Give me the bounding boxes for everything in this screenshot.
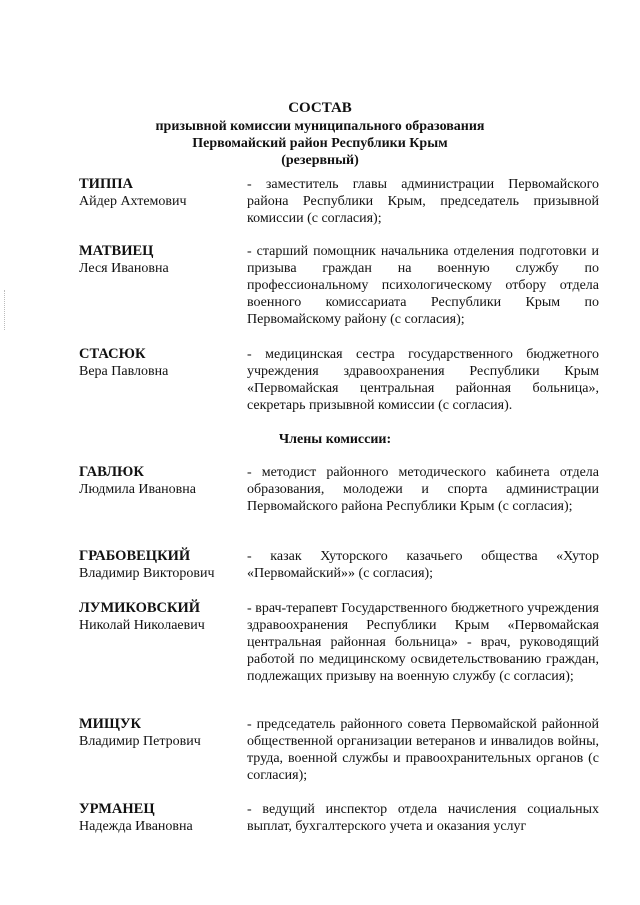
member-name	[79, 801, 244, 835]
member-surname: ГРАБОВЕЦКИЙ	[79, 548, 191, 564]
member-role: - врач-терапевт Государственного бюджетного учреждения здравоохранения Республики Крым «Первомайская центральная районная больница» - врач, руководящий работой по медицинскому освидетельствованию граждан, подлежащих призыву на военную службу (с согласия);	[247, 601, 599, 684]
member-given-name: Николай Николаевич	[79, 618, 205, 633]
header-line-reserve: (резервный)	[281, 153, 359, 168]
member-surname: УРМАНЕЦ	[79, 801, 155, 817]
member-surname: МАТВИЕЦ	[79, 243, 154, 259]
member-role: - методист районного методического кабинета отдела образования, молодежи и спорта администрации Первомайского района Республики Крым (с согласия);	[247, 465, 599, 514]
member-given-name: Владимир Петрович	[79, 734, 201, 749]
member-given-name: Айдер Ахтемович	[79, 194, 187, 209]
member-surname: МИЩУК	[79, 716, 142, 732]
member-role: - ведущий инспектор отдела начисления социальных выплат, бухгалтерского учета и оказания услуг	[247, 802, 599, 834]
member-role: - медицинская сестра государственного бюджетного учреждения здравоохранения Республики Крым «Первомайская центральная районная больница», секретарь призывной комиссии (с согласия).	[247, 347, 599, 413]
member-surname: СТАСЮК	[79, 346, 146, 362]
member-role: - председатель районного совета Первомайской районной общественной организации ветеранов и инвалидов войны, труда, военной службы и правоохранительных органов (с согласия);	[247, 717, 599, 783]
member-name	[79, 600, 244, 634]
member-name	[79, 243, 244, 277]
member-role: - казак Хуторского казачьего общества «Хутор «Первомайский»» (с согласия);	[247, 549, 599, 581]
member-name	[79, 464, 244, 498]
member-name	[79, 176, 244, 210]
margin-scan-marks	[4, 290, 7, 330]
member-role: - заместитель главы администрации Первомайского района Республики Крым, председатель призывной комиссии (с согласия);	[247, 177, 599, 226]
header-line-district: Первомайский район Республики Крым	[192, 136, 448, 151]
document-title: СОСТАВ	[288, 100, 352, 116]
member-surname: ТИППА	[79, 176, 133, 192]
member-surname: ГАВЛЮК	[79, 464, 144, 480]
member-given-name: Леся Ивановна	[79, 261, 169, 276]
member-name	[79, 548, 244, 582]
section-title-members: Члены комиссии:	[278, 432, 392, 447]
member-given-name: Людмила Ивановна	[79, 482, 196, 497]
document-header	[0, 100, 640, 169]
member-given-name: Надежда Ивановна	[79, 819, 193, 834]
member-role: - старший помощник начальника отделения подготовки и призыва граждан на военную службу по профессиональному психологическому отбору отдела военного комиссариата Республики Крым по Первомайскому району (с согласия);	[247, 244, 599, 327]
member-surname: ЛУМИКОВСКИЙ	[79, 600, 201, 616]
member-name	[79, 346, 244, 380]
member-given-name: Вера Павловна	[79, 364, 169, 379]
header-line-commission: призывной комиссии муниципального образования	[155, 119, 485, 134]
member-given-name: Владимир Викторович	[79, 566, 215, 581]
member-name	[79, 716, 244, 750]
